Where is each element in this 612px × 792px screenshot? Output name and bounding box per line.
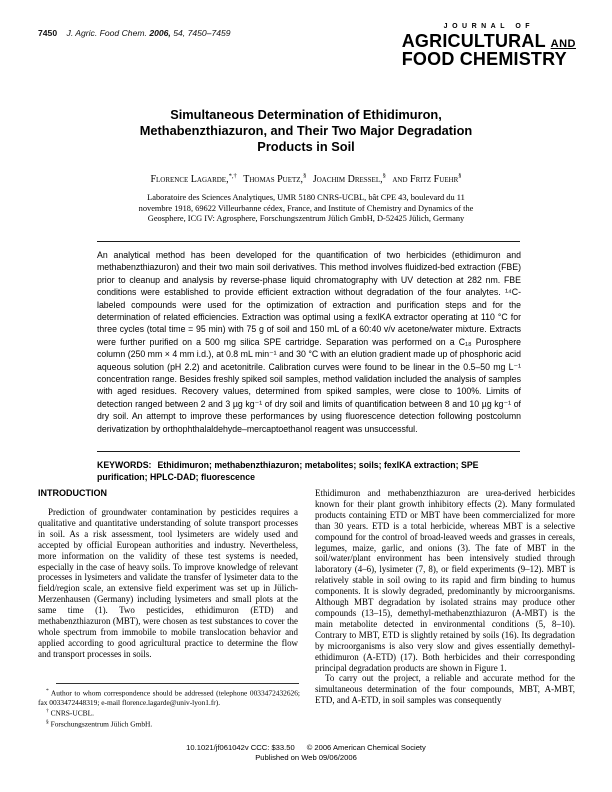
journal-logo-and: AND [550, 38, 576, 50]
article-title-line2: Methabenzthiazuron, and Their Two Major Degradation [139, 123, 473, 138]
corresponding-author-footnote [38, 687, 300, 707]
citation-volume: 54, [173, 28, 186, 38]
article-title [0, 107, 612, 155]
author-3-name: Joachim Dressel, [312, 174, 383, 186]
doi-copyright-line [0, 743, 612, 753]
author-1-name: Florence Lagarde, [150, 174, 229, 186]
author-1-affiliation-marker: *,† [228, 173, 237, 180]
affiliation-line2: novembre 1918, 69622 Villeurbanne cédex, France, and Institute of Chemistry and Dynamics of the [138, 203, 474, 213]
author-2-name: Thomas Puetz, [243, 174, 304, 186]
author-list [0, 173, 612, 185]
author-3-affiliation-marker: § [382, 173, 386, 180]
affiliation-line1: Laboratoire des Sciences Analytiques, UMR 5180 CNRS-UCBL, bât CPE 43, boulevard du 11 [147, 193, 465, 202]
right-column [315, 488, 575, 706]
footnote-2-marker: † [46, 708, 49, 715]
copyright-notice: © 2006 American Chemical Society [306, 743, 426, 752]
footnote-3-text: Forschungszentrum Jülich GmbH. [50, 719, 153, 729]
citation-pages: 7450–7459 [187, 28, 231, 38]
introduction-heading: INTRODUCTION [38, 488, 107, 498]
introduction-paragraph: Prediction of groundwater contamination by pesticides requires a qualitative and quantitative understanding of solute transport processes in soil. As a risk assessment, tool lysimeters are widely used and accepted by official European authorities and industry. Nevertheless, more information on the validity of these test systems is needed, especially in the case of heavy soils. To improve knowledge of relevant processes in lysimeters and validate the transfer of lysimeter data to the field/region scale, an extensive field experiment was set up in Jülich-Merzenhausen (Germany) including lysimeters and small plots at the same time (1). Two pesticides, ethidimuron (ETD) and methabenzthiazuron (MBT), were chosen as test substances to cover the whole spectrum from immobile to mobile translocation behavior and applied according to good agricultural practice to determine the flow and transport processes in soils. [38, 507, 298, 659]
journal-logo [402, 23, 576, 68]
author-4-name: and Fritz Fuehr [392, 174, 459, 186]
abstract-bottom-rule [97, 451, 520, 452]
body-columns [38, 488, 575, 706]
page-footer [0, 743, 612, 763]
author-4-affiliation-marker: § [458, 173, 462, 180]
footnote-block [38, 683, 300, 729]
footnote-1-text: Author to whom correspondence should be addressed (telephone 0033472432626; fax 0033472448319; e-mail florence.lagarde@univ-lyon1.fr). [38, 688, 300, 707]
footnote-2-text: CNRS-UCBL. [50, 708, 94, 718]
page-number: 7450 [38, 28, 58, 38]
abstract-text: An analytical method has been developed for the quantification of two herbicides (ethidimuron and methabenzthiazuron) and their two main soil derivatives. This method involves fluidized-bed extraction (FBE) prior to cleanup and analysis by reverse-phase liquid chromatography with UV detection at 282 nm. FBE conditions were established to provide efficient extraction without degradation of the four analytes. ¹⁴C-labeled compounds were used for the optimization of extraction and purification steps and for the determination of related efficiencies. Extraction was optimal using a fexIKA extractor operating at 110 °C for three cycles (total time = 95 min) with 75 g of soil and 150 mL of a 60:40 v/v acetone/water mixture. Extracts were further purified on a 500 mg silica SPE cartridge. Separation was performed on a C₁₈ Purosphere column (250 mm × 4 mm i.d.), at 0.8 mL min⁻¹ and 30 °C with an elution gradient made up of phosphoric acid aqueous solution (pH 2.2) and acetonitrile. Calibration curves were found to be linear in the 0.5–50 mg L⁻¹ concentration range. Besides freshly spiked soil samples, method validation included the analysis of samples with aged residues. Recovery values, determined from spiked samples, were close to 100%. Limits of detection ranged between 2 and 3 µg kg⁻¹ of dry soil and limits of quantification between 8 and 10 µg kg⁻¹ of dry soil. An attempt to improve these performances by using fluorescence detection following postcolumn derivatization by orthophthalaldehyde–mercaptoethanol reagent was unsuccessful. [97, 250, 521, 434]
footnote-1-marker: * [46, 688, 49, 694]
article-title-line3: Products in Soil [257, 139, 355, 154]
journal-logo-kicker: JOURNAL OF [443, 23, 535, 30]
journal-logo-line2: FOOD CHEMISTRY [401, 49, 567, 69]
body-paragraph-1: Ethidimuron and methabenzthiazuron are urea-derived herbicides known for their plant growth inhibitory effects (2). Many formulated products containing ETD or MBT have been commercialized for more than 30 years. ETD is a total herbicide, whereas MBT is a selective compound for the control of broad-leaved weeds and grasses in cereals, legumes, maize, garlic, and onions (3). The fate of MBT in the soil/water/plant environment has been intensively studied through laboratory (4–6), lysimeter (7, 8), or field experiments (9–12). MBT is relatively stable in soil owing to its rapid and firm binding to humus components. It is slowly degraded, predominantly by microorganisms. Although MBT degradation by isolated strains may produce other compounds (13–15), demethyl-methabenzthiazuron (A-MBT) is the main metabolite detected in environmental conditions (5, 8–10). Contrary to MBT, ETD is slightly retained by soils (16). Its degradation by microorganisms is also very slow and gives essentially demethyl-ethidimuron (A-ETD) (17). Both herbicides and their corresponding principal degradation products are shown in Figure 1. [315, 488, 575, 673]
footnote-3-marker: § [46, 719, 49, 726]
footnote-rule [56, 683, 299, 684]
journal-logo-agricultural: AGRICULTURAL [401, 31, 546, 51]
citation-year: 2006, [149, 28, 171, 38]
journal-abbreviation: J. Agric. Food Chem. [66, 28, 147, 38]
article-title-line1: Simultaneous Determination of Ethidimuron, [170, 107, 442, 122]
doi-ccc: 10.1021/jf061042v CCC: $33.50 [186, 743, 295, 752]
affiliation-line3: Geosphere, ICG IV: Agrosphere, Forschungszentrum Jülich GmbH, D-52425 Jülich, Germany [147, 214, 465, 224]
published-on-web: Published on Web 09/06/2006 [255, 753, 357, 762]
author-2-affiliation-marker: § [303, 173, 307, 180]
body-paragraph-2: To carry out the project, a reliable and accurate method for the simultaneous determination of the four compounds, MBT, A-MBT, ETD, and A-ETD, in soil samples was consequently [315, 673, 575, 706]
author-4 [392, 174, 461, 185]
author-2 [243, 174, 306, 185]
keywords-text: Ethidimuron; methabenzthiazuron; metabolites; soils; fexIKA extraction; SPE purification; HPLC-DAD; fluorescence [97, 460, 479, 483]
affiliation-footnote-cnrs [38, 707, 300, 718]
running-head [38, 28, 231, 38]
left-column [38, 488, 298, 706]
affiliation-footnote-juelich [38, 718, 300, 729]
author-3 [313, 174, 386, 185]
abstract-top-rule [97, 241, 520, 242]
keywords [97, 459, 521, 484]
author-1 [150, 174, 236, 185]
keywords-label: KEYWORDS: [97, 460, 152, 470]
affiliation [0, 193, 612, 225]
journal-logo-line1 [402, 32, 576, 50]
